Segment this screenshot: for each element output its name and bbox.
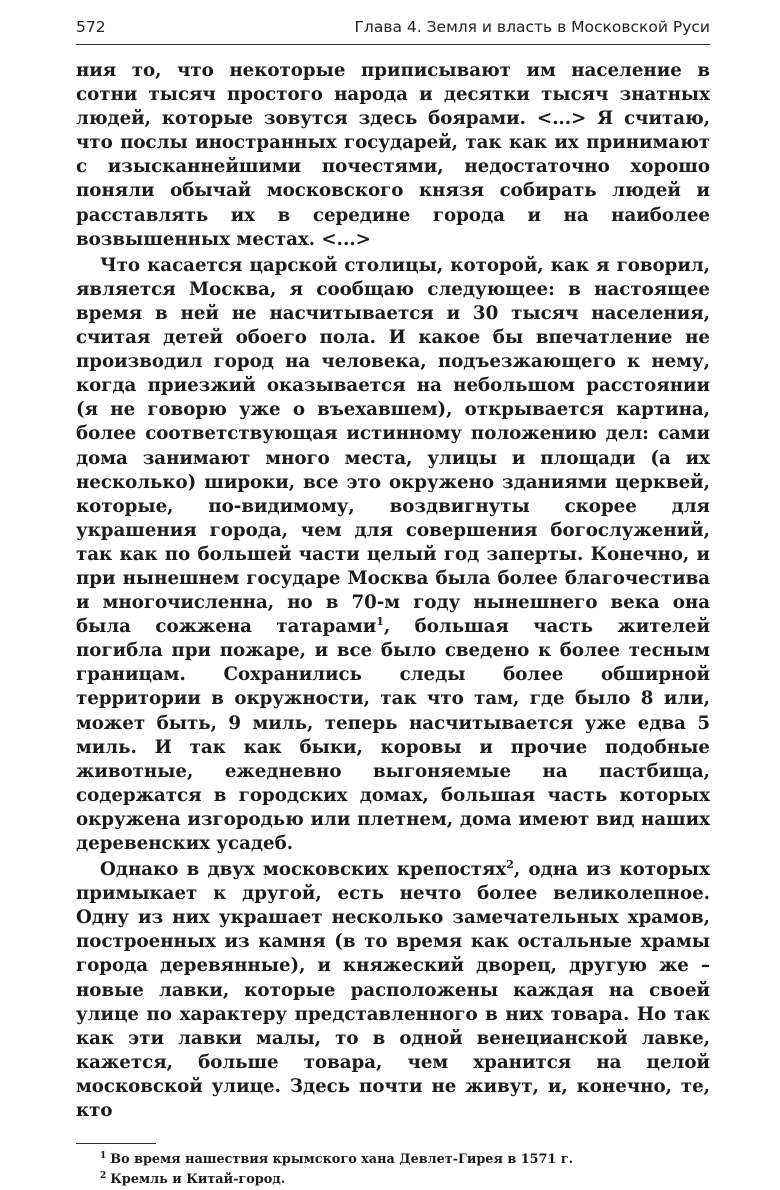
- footnote-divider: [76, 1143, 156, 1144]
- paragraph-2: [76, 254, 710, 856]
- paragraph-2-text-b: , большая часть жителей погибла при пожаре, и все было сведено к более тесным границам. Сохранились следы более обширной территории в окружности, так что там, где было 8 или, может быть, 9 миль, теперь насчитывается уже едва 5 миль. И так как быки, коровы и прочие подобные животные, ежедневно выгоняемые на пастбища, содержатся в городских домах, большая часть которых окружена изгородью или плетнем, дома имеют вид наших деревенских усадеб.: [76, 616, 710, 854]
- footnote-ref-2: 2: [506, 858, 514, 872]
- footnote-1-text: Во время нашествия крымского хана Девлет-Гирея в 1571 г.: [110, 1152, 574, 1168]
- paragraph-1: ния то, что некоторые приписывают им население в сотни тысяч простого народа и десятки тысяч знатных людей, которые зовутся здесь боярами. <...> Я считаю, что послы иностранных государей, так как их принимают с изысканнейшими почестями, недостаточно хорошо поняли обычай московского князя собирать людей и расставлять их в середине города и на наиболее возвышенных местах. <...>: [76, 60, 710, 250]
- footnote-1: [100, 1150, 710, 1170]
- footnote-2: [100, 1170, 710, 1190]
- footnote-mark-2: 2: [100, 1170, 107, 1181]
- page-number: 572: [76, 18, 106, 36]
- paragraph-3-text-a: Однако в двух московских крепостях: [100, 859, 507, 881]
- running-title: Глава 4. Земля и власть в Московской Руси: [354, 18, 710, 36]
- footnotes: [76, 1150, 710, 1190]
- footnote-mark-1: 1: [100, 1150, 107, 1161]
- main-text: [76, 59, 710, 1123]
- page-header: [76, 18, 710, 45]
- paragraph-3: [76, 858, 710, 1123]
- footnote-2-text: Кремль и Китай-город.: [110, 1172, 286, 1188]
- paragraph-2-text-a: Что касается царской столицы, которой, как я говорил, является Москва, я сообщаю следующее: в настоящее время в ней не насчитывается и 30 тысяч населения, считая детей обоего пола. И какое бы впечатление не производил город на человека, подъезжающего к нему, когда приезжий оказывается на небольшом расстоянии (я не говорю уже о въехавшем), открывается картина, более соответствующая истинному положению дел: сами дома занимают много места, улицы и площади (а их несколько) широки, все это окружено зданиями церквей, которые, по-видимому, воздвигнуты скорее для украшения города, чем для совершения богослужений, так как по большей части целый год заперты. Конечно, и при нынешнем государе Москва была более благочестива и многочисленна, но в 70-м году нынешнего века она была сожжена татарами: [76, 254, 710, 638]
- footnote-ref-1: 1: [376, 615, 384, 629]
- paragraph-3-text-b: , одна из которых примыкает к другой, есть нечто более великолепное. Одну из них украшает несколько замечательных храмов, построенных из камня (в то время как остальные храмы города деревянные), и княжеский дворец, другую же – новые лавки, которые расположены каждая на своей улице по характеру представленного в них товара. Но так как эти лавки малы, то в одной венецианской лавке, кажется, больше товара, чем хранится на целой московской улице. Здесь почти не живут, и, конечно, те, кто: [76, 859, 710, 1122]
- book-page: [76, 18, 710, 1190]
